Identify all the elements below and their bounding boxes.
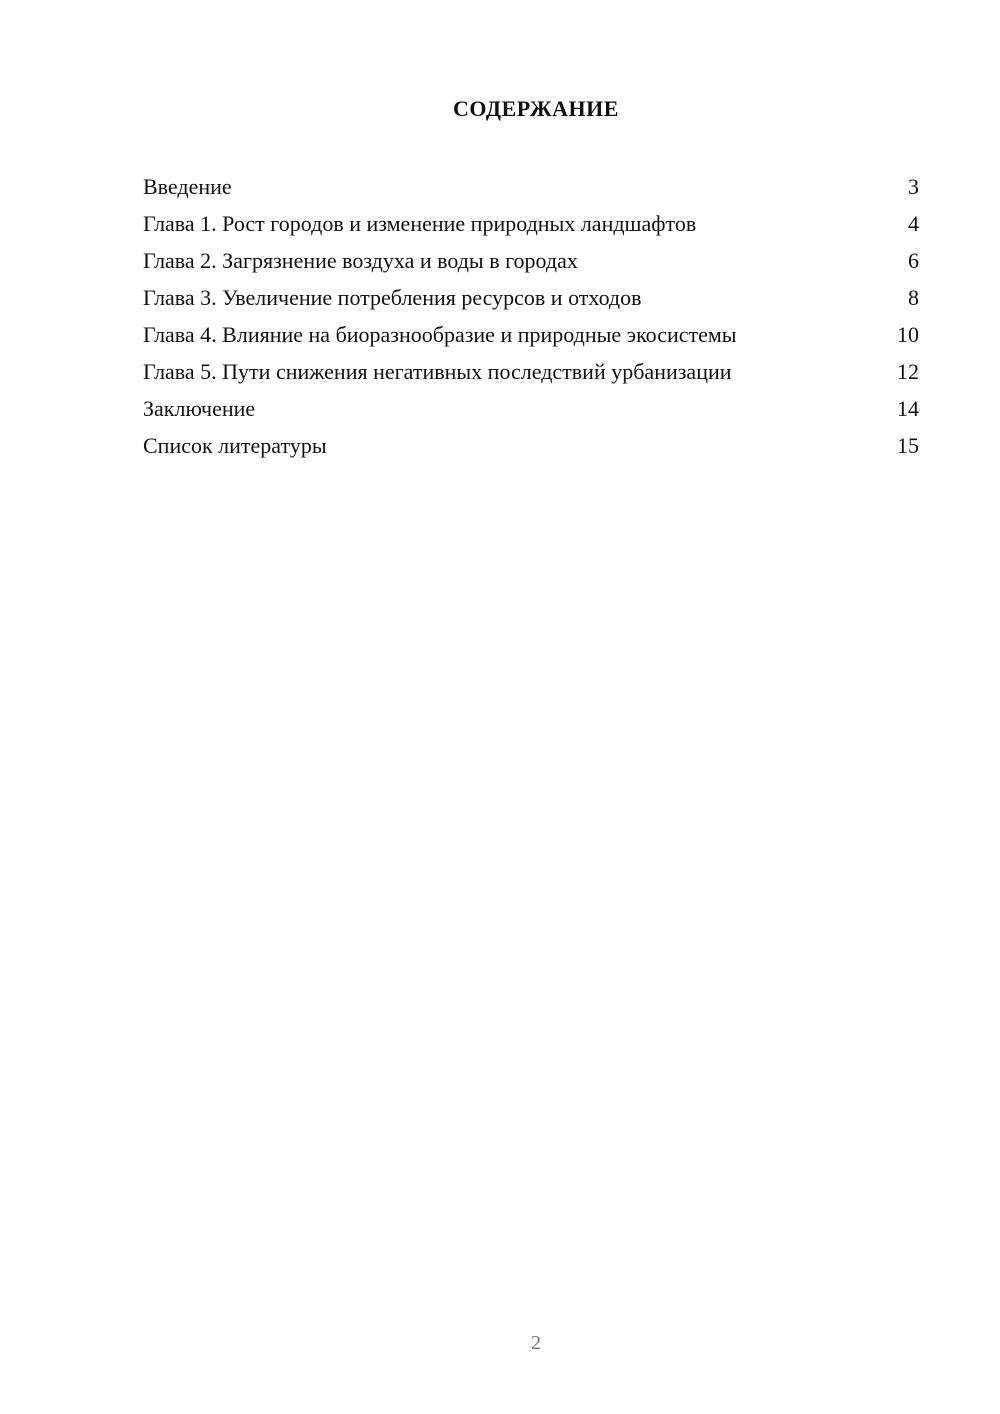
- toc-entry-page: 3: [908, 174, 919, 199]
- toc-entry-chapter-2: [143, 242, 919, 279]
- toc-entry-chapter-4: [143, 316, 919, 353]
- toc-entry-label: Глава 2. Загрязнение воздуха и воды в городах: [143, 248, 578, 273]
- toc-entry-page: 10: [897, 322, 919, 347]
- toc-entry-label: Глава 3. Увеличение потребления ресурсов и отходов: [143, 285, 642, 310]
- toc-title: СОДЕРЖАНИЕ: [453, 96, 619, 121]
- toc-entry-page: 15: [897, 433, 919, 458]
- toc-entry-chapter-1: [143, 205, 919, 242]
- toc-entry-introduction: [143, 168, 919, 205]
- toc-entry-page: 12: [897, 359, 919, 384]
- toc-entry-label: Список литературы: [143, 433, 327, 458]
- page-number: 2: [531, 1332, 541, 1354]
- toc-entry-conclusion: [143, 390, 919, 427]
- toc-entry-chapter-5: [143, 353, 919, 390]
- toc-entry-label: Глава 1. Рост городов и изменение природных ландшафтов: [143, 211, 697, 236]
- toc-entry-page: 6: [908, 248, 919, 273]
- toc-entry-references: [143, 427, 919, 464]
- toc-entry-page: 14: [897, 396, 919, 421]
- toc-entry-label: Глава 5. Пути снижения негативных последствий урбанизации: [143, 359, 732, 384]
- toc-entry-label: Глава 4. Влияние на биоразнообразие и природные экосистемы: [143, 322, 737, 347]
- toc-entry-page: 8: [908, 285, 919, 310]
- toc-entry-label: Введение: [143, 174, 232, 199]
- table-of-contents: [143, 168, 919, 464]
- toc-entry-chapter-3: [143, 279, 919, 316]
- toc-entry-page: 4: [908, 211, 919, 236]
- toc-entry-label: Заключение: [143, 396, 256, 421]
